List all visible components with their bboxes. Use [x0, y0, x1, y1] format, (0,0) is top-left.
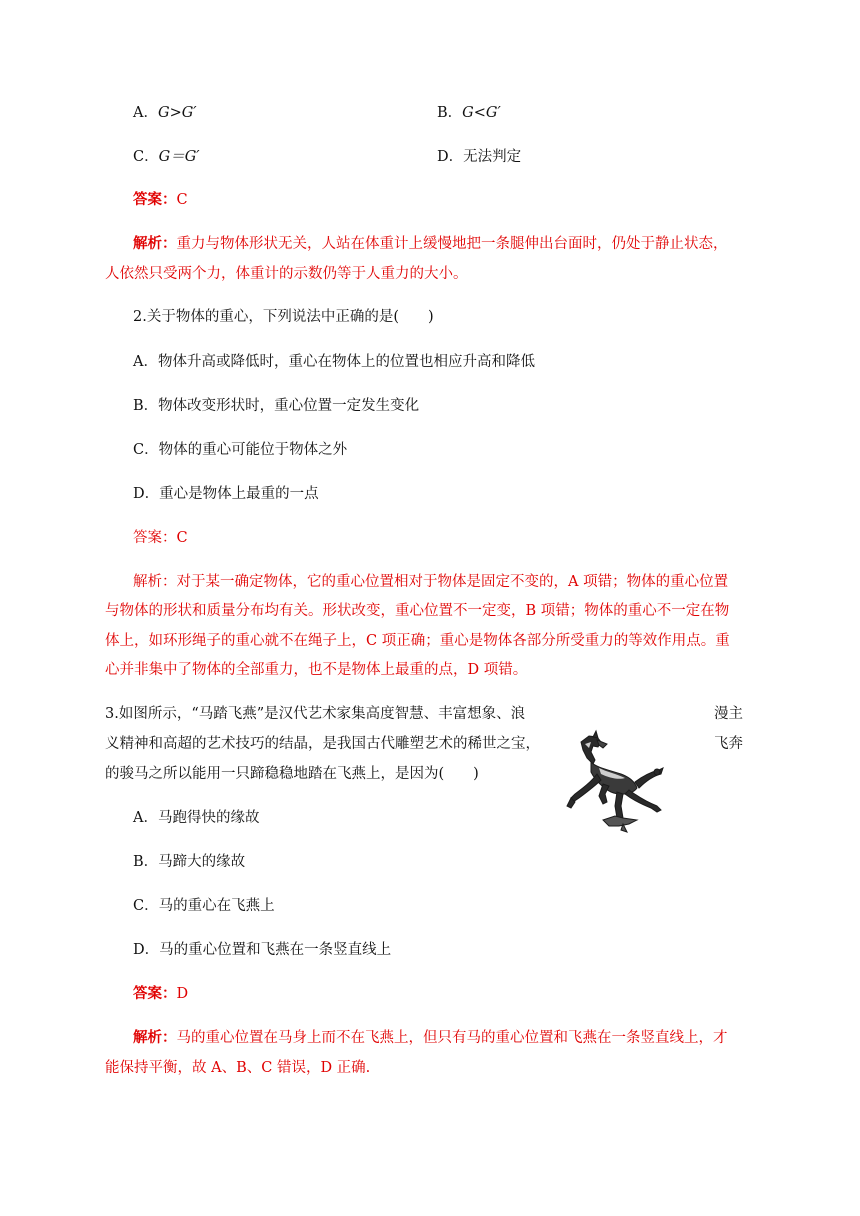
q2-analysis-line-3: 体上，如环形绳子的重心就不在绳子上，C 项正确；重心是物体各部分所受重力的等效作用点。重 [105, 633, 730, 649]
q1-analysis-line-2: 人依然只受两个力，体重计的示数仍等于人重力的大小。 [105, 266, 468, 282]
q1-option-d-text: 无法判定 [463, 149, 522, 165]
q3-answer-label: 答案： [133, 985, 177, 1002]
q1-analysis-text-1: 重力与物体形状无关，人站在体重计上缓慢地把一条腿伸出台面时，仍处于静止状态， [176, 236, 728, 252]
q2-analysis-line-1: 解析：对于某一确定物体，它的重心位置相对于物体是固定不变的，A 项错；物体的重心位置 [133, 574, 729, 590]
q1-analysis-label: 解析： [133, 235, 177, 252]
q1-option-b-text: G<G′ [462, 105, 501, 121]
q3-stem-line-1-tail: 漫主 [714, 706, 743, 722]
q1-option-c [133, 147, 200, 167]
q2-option-a: A．物体升高或降低时，重心在物体上的位置也相应升高和降低 [133, 354, 535, 370]
q1-option-a-text: G>G′ [157, 105, 197, 121]
q2-answer: 答案：C [133, 530, 188, 546]
q1-answer-label: 答案： [133, 191, 177, 208]
q3-analysis-label: 解析： [133, 1029, 177, 1046]
q3-stem-line-1: 3.如图所示，“马踏飞燕”是汉代艺术家集高度智慧、丰富想象、浪 [105, 706, 526, 722]
q1-option-b [437, 103, 501, 123]
q1-answer [133, 190, 188, 210]
q3-analysis-text-1: 马的重心位置在马身上而不在飞燕上，但只有马的重心位置和飞燕在一条竖直线上，才 [176, 1030, 728, 1046]
q1-option-a-label: A． [133, 105, 158, 121]
q3-option-b: B．马蹄大的缘故 [133, 854, 246, 870]
q1-option-b-label: B． [437, 105, 463, 121]
q2-analysis-line-2: 与物体的形状和质量分布均有关。形状改变，重心位置不一定变，B 项错；物体的重心不一定在物 [105, 603, 730, 619]
q3-analysis-line-2: 能保持平衡，故 A、B、C 错误，D 正确. [105, 1060, 371, 1076]
q1-option-c-text: G＝G′ [158, 149, 200, 165]
q3-option-d: D．马的重心位置和飞燕在一条竖直线上 [133, 942, 392, 958]
q3-answer [133, 984, 188, 1004]
q2-option-d: D．重心是物体上最重的一点 [133, 486, 319, 502]
q2-stem: 2.关于物体的重心，下列说法中正确的是( ) [133, 309, 434, 325]
horse-statue-image [563, 728, 667, 836]
q1-analysis-line-1 [133, 234, 728, 254]
q2-option-c: C．物体的重心可能位于物体之外 [133, 442, 348, 458]
q3-answer-value: D [176, 986, 189, 1002]
q3-analysis-line-1 [133, 1028, 728, 1048]
q2-option-b: B．物体改变形状时，重心位置一定发生变化 [133, 398, 420, 414]
q1-option-d-label: D． [437, 149, 464, 165]
q3-option-c: C．马的重心在飞燕上 [133, 898, 275, 914]
q3-stem-line-2: 义精神和高超的艺术技巧的结晶，是我国古代雕塑艺术的稀世之宝， [105, 736, 540, 752]
q2-analysis-line-4: 心并非集中了物体的全部重力，也不是物体上最重的点，D 项错。 [105, 662, 528, 678]
q3-option-a: A．马跑得快的缘故 [133, 810, 260, 826]
q1-option-a [133, 103, 197, 123]
q1-answer-value: C [176, 192, 188, 208]
q1-option-c-label: C． [133, 149, 159, 165]
q3-stem-line-2-tail: 飞奔 [714, 736, 743, 752]
q1-option-d [437, 147, 521, 167]
q3-stem-line-3: 的骏马之所以能用一只蹄稳稳地踏在飞燕上，是因为( ) [105, 766, 479, 782]
